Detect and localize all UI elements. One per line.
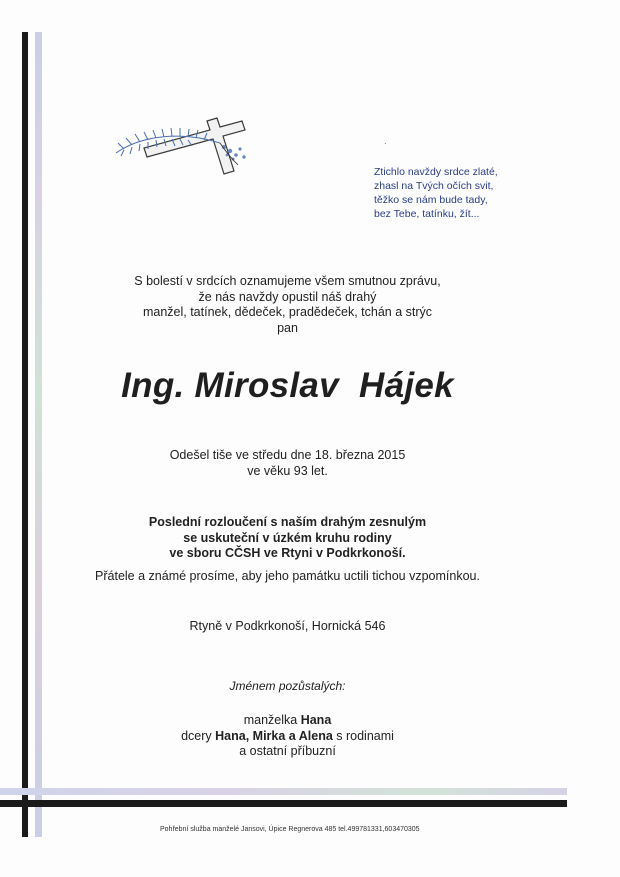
funeral-service-footer: Pohřební služba manželé Jansovi, Úpice Regnerova 485 tel.499781331,603470305 xyxy=(160,826,420,833)
daughters-prefix: dcery xyxy=(181,728,212,743)
address: Rtyně v Podkrkonoší, Hornická 546 xyxy=(189,619,386,633)
border-horizontal-dark xyxy=(0,800,567,807)
deceased-name: Ing. Miroslav Hájek xyxy=(121,366,454,405)
daughters-names: Hana, Mirka a Alena xyxy=(215,728,333,743)
mourner-daughters xyxy=(0,729,575,745)
daughters-suffix: s rodinami xyxy=(332,728,394,743)
farewell-info xyxy=(0,515,575,562)
cross-with-palm-icon xyxy=(112,113,257,183)
poem xyxy=(374,165,498,221)
on-behalf-label: Jménem pozůstalých: xyxy=(229,679,346,693)
intro-text xyxy=(0,274,575,336)
decorative-dot: · xyxy=(384,139,387,148)
poem-line: bez Tebe, tatínku, žít... xyxy=(374,208,480,220)
mourner-others: a ostatní příbuzní xyxy=(239,744,336,758)
poem-line: Ztichlo navždy srdce zlaté, xyxy=(374,166,498,178)
poem-line: těžko se nám bude tady, xyxy=(374,194,488,206)
farewell-line: ve sboru CČSH ve Rtyni v Podkrkonoší. xyxy=(169,546,406,560)
passing-info xyxy=(0,448,575,479)
wife-prefix: manželka xyxy=(243,713,298,727)
poem-line: zhasl na Tvých očích svit, xyxy=(374,180,494,192)
intro-line: manžel, tatínek, dědeček, pradědeček, tchán a strýc xyxy=(142,305,433,319)
border-horizontal-light xyxy=(0,788,567,795)
intro-line: S bolestí v srdcích oznamujeme všem smutnou zprávu, xyxy=(134,274,441,288)
intro-line: pan xyxy=(277,320,298,335)
farewell-line: se uskuteční v úzkém kruhu rodiny xyxy=(183,530,392,545)
passing-line: ve věku 93 let. xyxy=(247,463,328,478)
mourner-wife xyxy=(0,713,575,729)
passing-line: Odešel tiše ve středu dne 18. března 2015 xyxy=(169,448,406,462)
friends-request: Přátele a známé prosíme, aby jeho památku uctili tichou vzpomínkou. xyxy=(95,569,480,583)
farewell-line: Poslední rozloučení s naším drahým zesnulým xyxy=(148,515,427,529)
intro-line: že nás navždy opustil náš drahý xyxy=(198,289,377,304)
mourners-list xyxy=(0,713,575,760)
wife-name: Hana xyxy=(300,713,332,727)
